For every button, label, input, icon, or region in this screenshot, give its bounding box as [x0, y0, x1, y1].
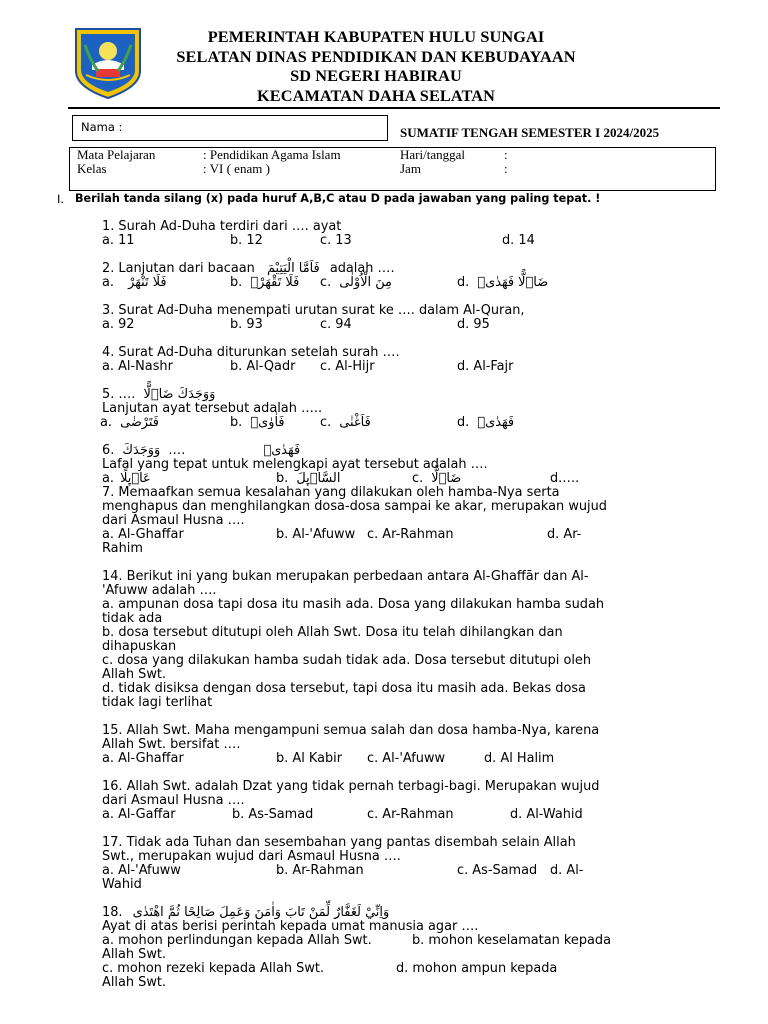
q7-option-d[interactable]: d. Ar- [547, 527, 582, 542]
q2-a-prefix: a. [102, 275, 114, 290]
q5-line-2: Lanjutan ayat tersebut adalah ….. [102, 401, 323, 416]
q5-option-b[interactable] [230, 416, 285, 430]
date-label: Hari/tanggal [400, 147, 465, 162]
q3-option-a[interactable]: a. 92 [102, 317, 135, 332]
name-field[interactable] [72, 115, 388, 141]
q2-option-d[interactable] [457, 276, 548, 290]
section-number: I. [57, 192, 65, 206]
q18-text: 18. [102, 905, 123, 920]
question-14: 14. Berikut ini yang bukan merupakan perbedaan antara Al-Ghaffār dan Al-'Afuww adalah …. [102, 569, 589, 598]
q18-option-b-wrap: Allah Swt. [102, 947, 167, 962]
instruction: Berilah tanda silang (x) pada huruf A,B,C atau D pada jawaban yang paling tepat. ! [75, 192, 601, 205]
q6-option-c[interactable] [412, 472, 461, 486]
time-label: Jam [400, 161, 421, 176]
q16-option-a[interactable]: a. Al-Gaffar [102, 807, 176, 822]
q17-option-b[interactable]: b. Ar-Rahman [276, 863, 364, 878]
q5-text: 5. …. [102, 387, 136, 402]
q15-option-b[interactable]: b. Al Kabir [276, 751, 343, 766]
subject-label: Mata Pelajaran [77, 147, 156, 162]
q6-a-arabic: عَاۤىِٕلًا [120, 471, 151, 486]
q6-option-d[interactable]: d.…. [550, 471, 580, 486]
question-7: 7. Memaafkan semua kesalahan yang dilakukan oleh hamba-Nya serta menghapus dan menghilangkan dosa-dosa sampai ke akar, merupakan wujud dari Asmaul Husna …. [102, 485, 607, 528]
q18-arabic: وَاِنِّيْ لَغَفَّارٌ لِّمَنْ تَابَ وَاٰمَنَ وَعَمِلَ صَالِحًا ثُمَّ اهْتَدٰى [132, 905, 390, 920]
q2-b-prefix: b. [230, 275, 243, 290]
question-6 [102, 444, 300, 458]
q2-c-prefix: c. [320, 275, 332, 290]
subject-value: : Pendidikan Agama Islam [203, 147, 341, 162]
q5-option-d[interactable] [457, 416, 514, 430]
q14-option-b[interactable]: b. dosa tersebut ditutupi oleh Allah Swt. Dosa itu telah dihilangkan dan dihapuskan [102, 625, 563, 654]
q2-d-arabic: ضَاۤلًّا فَهَدٰىۖ [477, 275, 549, 290]
q1-option-b[interactable]: b. 12 [230, 233, 263, 248]
q1-option-c[interactable]: c. 13 [320, 233, 352, 248]
question-4: 4. Surat Ad-Duha diturunkan setelah surah …. [102, 345, 400, 360]
q1-option-a[interactable]: a. 11 [102, 233, 135, 248]
q18-option-d[interactable]: d. mohon ampun kepada [396, 961, 558, 976]
q2-arabic: فَاَمَّا الْيَتِيْمَ [266, 261, 320, 276]
header-divider [68, 107, 720, 109]
q6-arabic-1: فَهَدٰىۖ [263, 443, 301, 458]
q6-b-prefix: b. [276, 471, 289, 486]
question-5 [102, 388, 215, 402]
q14-option-c[interactable]: c. dosa yang dilakukan hamba sudah tidak ada. Dosa tersebut ditutupi oleh Allah Swt. [102, 653, 592, 682]
q16-option-b[interactable]: b. As-Samad [232, 807, 314, 822]
time-value: : [504, 161, 508, 176]
q17-option-d-wrap: Wahid [102, 877, 142, 892]
q7-option-b[interactable]: b. Al-'Afuww [276, 527, 356, 542]
q18-option-a[interactable]: a. mohon perlindungan kepada Allah Swt. [102, 933, 372, 948]
q6-a-prefix: a. [102, 471, 114, 486]
q6-text: 6. [102, 443, 115, 458]
question-3: 3. Surat Ad-Duha menempati urutan surat ke …. dalam Al-Quran, [102, 303, 525, 318]
q6-arabic-2: وَوَجَدَكَ [122, 443, 161, 458]
class-value: : VI ( enam ) [203, 161, 270, 176]
q2-c-arabic: مِنَ الْاُوْلٰى [339, 275, 392, 290]
q14-option-d[interactable]: d. tidak disiksa dengan dosa tersebut, tapi dosa itu masih ada. Bekas dosa tidak lagi terlihat [102, 681, 586, 710]
q6-line-2: Lafal yang tepat untuk melengkapi ayat tersebut adalah …. [102, 457, 488, 472]
q16-option-d[interactable]: d. Al-Wahid [510, 807, 583, 822]
q1-option-d[interactable]: d. 14 [502, 233, 535, 248]
q5-option-c[interactable] [320, 416, 371, 430]
q18-option-d-wrap: Allah Swt. [102, 975, 167, 990]
question-15: 15. Allah Swt. Maha mengampuni semua salah dan dosa hamba-Nya, karena Allah Swt. bersifat …. [102, 723, 600, 752]
q5-d-prefix: d. [457, 415, 470, 430]
class-label: Kelas [77, 161, 107, 176]
q2-option-c[interactable] [320, 276, 392, 290]
q6-option-a[interactable] [102, 472, 151, 486]
q4-option-c[interactable]: c. Al-Hijr [320, 359, 375, 374]
q6-dots: …. [168, 443, 186, 458]
regency-logo [72, 25, 144, 100]
q5-c-arabic: فَاَغْنٰى [339, 415, 371, 430]
q2-d-prefix: d. [457, 275, 470, 290]
exam-info-box [69, 147, 716, 191]
header-line-3: SD NEGERI HABIRAU [290, 66, 462, 85]
q7-option-c[interactable]: c. Ar-Rahman [367, 527, 454, 542]
q2-option-b[interactable] [230, 276, 299, 290]
header-line-2: SELATAN DINAS PENDIDIKAN DAN KEBUDAYAAN [176, 46, 576, 66]
q15-option-d[interactable]: d. Al Halim [484, 751, 555, 766]
question-17: 17. Tidak ada Tuhan dan sesembahan yang pantas disembah selain Allah Swt., merupakan wujud dari Asmaul Husna …. [102, 835, 576, 864]
q4-option-b[interactable]: b. Al-Qadr [230, 359, 296, 374]
q3-option-b[interactable]: b. 93 [230, 317, 263, 332]
question-2 [102, 262, 395, 276]
q5-b-prefix: b. [230, 415, 243, 430]
q17-option-a[interactable]: a. Al-'Afuww [102, 863, 181, 878]
exam-title: SUMATIF TENGAH SEMESTER I 2024/2025 [400, 125, 660, 140]
q6-c-arabic: ضَاۤلًّا [431, 471, 462, 486]
header-line-4: KECAMATAN DAHA SELATAN [257, 85, 495, 105]
q18-option-b[interactable]: b. mohon keselamatan kepada [412, 933, 611, 948]
header-line-1: PEMERINTAH KABUPATEN HULU SUNGAI [207, 27, 545, 46]
q17-option-c[interactable]: c. As-Samad [457, 863, 538, 878]
q5-option-a[interactable] [100, 416, 159, 430]
q3-option-c[interactable]: c. 94 [320, 317, 352, 332]
question-16: 16. Allah Swt. adalah Dzat yang tidak pernah terbagi-bagi. Merupakan wujud dari Asmaul Husna …. [102, 779, 600, 808]
q5-c-prefix: c. [320, 415, 332, 430]
q6-option-b[interactable] [276, 472, 340, 486]
q17-option-d[interactable]: d. Al- [550, 863, 584, 878]
q16-option-c[interactable]: c. Ar-Rahman [367, 807, 454, 822]
q4-option-a[interactable]: a. Al-Nashr [102, 359, 173, 374]
q3-option-d[interactable]: d. 95 [457, 317, 490, 332]
q7-option-a[interactable]: a. Al-Ghaffar [102, 527, 184, 542]
q7-option-d-wrap: Rahim [102, 541, 143, 556]
q5-b-arabic: فَاٰوٰىۖ [250, 415, 285, 430]
q5-a-arabic: فَتَرْضٰى [120, 415, 159, 430]
q2-b-arabic: فَلَا تَقْهَرْۗ [250, 275, 300, 290]
school-header [150, 27, 602, 105]
q2-after: adalah …. [329, 261, 395, 276]
q6-c-prefix: c. [412, 471, 424, 486]
date-value: : [504, 147, 508, 162]
q4-option-d[interactable]: d. Al-Fajr [457, 359, 514, 374]
q2-text: 2. Lanjutan dari bacaan [102, 261, 255, 276]
q5-d-arabic: فَهَدٰىۖ [477, 415, 515, 430]
q18-line-2: Ayat di atas berisi perintah kepada umat manusia agar …. [102, 919, 479, 934]
q15-option-c[interactable]: c. Al-'Afuww [367, 751, 446, 766]
name-label: Nama : [81, 120, 123, 134]
q5-a-prefix: a. [100, 415, 112, 430]
question-1: 1. Surah Ad-Duha terdiri dari …. ayat [102, 219, 342, 234]
q6-b-arabic: السَّاۤىِٕلَ [296, 471, 341, 486]
question-18 [102, 906, 389, 920]
q15-option-a[interactable]: a. Al-Ghaffar [102, 751, 184, 766]
q5-arabic: وَوَجَدَكَ ضَاۤلًّا [143, 387, 216, 402]
q2-a-arabic: فَلَا تَنْهَرْ [128, 275, 167, 290]
q18-option-c[interactable]: c. mohon rezeki kepada Allah Swt. [102, 961, 325, 976]
q14-option-a[interactable]: a. ampunan dosa tapi dosa itu masih ada. Dosa yang dilakukan hamba sudah tidak ada [102, 597, 605, 626]
q2-option-a[interactable] [102, 276, 167, 290]
